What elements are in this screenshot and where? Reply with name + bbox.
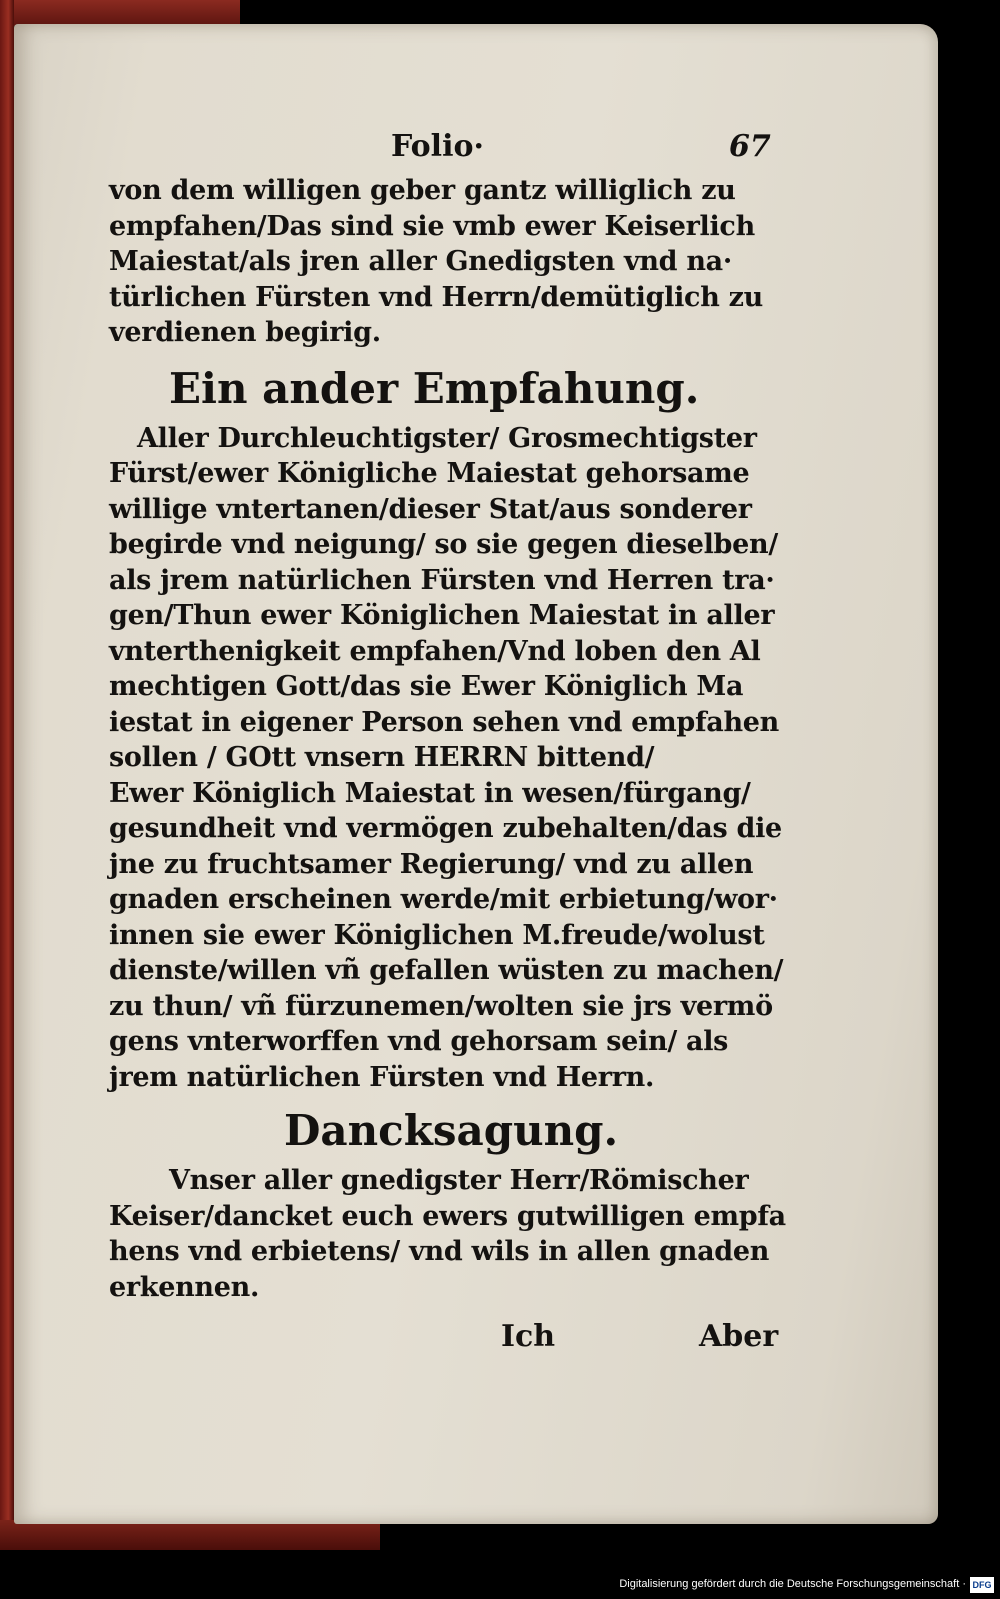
book-cover-edge-bottom (0, 1520, 380, 1550)
text-line: gnaden erscheinen werde/mit erbietung/wor· (109, 884, 778, 915)
page-text-block (109, 129, 809, 1369)
catchword: Aber (699, 1319, 779, 1354)
signature-mark: Ich (501, 1319, 556, 1354)
text-line: Ewer Königlich Maiestat in wesen/fürgang/ (109, 777, 751, 809)
paragraph-1 (109, 173, 809, 351)
text-line: begirde vnd neigung/ so sie gegen dieselben/ (109, 529, 778, 560)
text-line: von dem willigen geber gantz williglich zu (109, 175, 736, 206)
paragraph-2 (109, 421, 809, 1096)
text-line: jrem natürlichen Fürsten vnd Herrn. (109, 1061, 655, 1093)
book-cover-edge-top (0, 0, 240, 26)
text-line: Vnser aller gnedigster Herr/Römischer (169, 1165, 749, 1196)
text-line: türlichen Fürsten vnd Herrn/demütiglich zu (109, 281, 763, 313)
book-page (14, 24, 938, 1524)
text-line: iestat in eigener Person sehen vnd empfahen (109, 706, 779, 738)
text-line: jne zu fruchtsamer Regierung/ vnd zu allen (109, 848, 754, 880)
footer-bar (0, 1569, 1000, 1599)
text-line: erkennen. (109, 1271, 260, 1303)
page-header (109, 129, 809, 173)
text-line: dienste/willen vñ gefallen wüsten zu machen/ (109, 955, 784, 986)
text-line: Fürst/ewer Königliche Maiestat gehorsame (109, 458, 750, 489)
book-cover-edge-left (0, 0, 14, 1545)
page-number: 67 (729, 129, 771, 164)
section-heading-dancksagung: Dancksagung. (284, 1106, 619, 1155)
text-line: Aller Durchleuchtigster/ Grosmechtigster (137, 422, 757, 454)
paragraph-3 (109, 1163, 809, 1305)
text-line: gens vnterworffen vnd gehorsam sein/ als (109, 1026, 729, 1057)
text-line: verdienen begirig. (109, 317, 381, 348)
text-line: sollen / GOtt vnsern HERRN bittend/ (109, 742, 655, 773)
folio-label: Folio· (391, 129, 484, 164)
text-line: Maiestat/als jren aller Gnedigsten vnd na· (109, 246, 732, 277)
text-line: als jrem natürlichen Fürsten vnd Herren tra· (109, 564, 775, 596)
text-line: Keiser/dancket euch ewers gutwilligen empfa (109, 1200, 786, 1232)
text-line: willige vntertanen/dieser Stat/aus sonderer (109, 493, 752, 525)
text-line: zu thun/ vñ fürzunemen/wolten sie jrs vermö (109, 990, 773, 1022)
text-line: gen/Thun ewer Königlichen Maiestat in aller (109, 600, 775, 631)
text-line: mechtigen Gott/das sie Ewer Königlich Ma (109, 671, 744, 702)
funding-credit: Digitalisierung gefördert durch die Deutsche Forschungsgemeinschaft · (619, 1578, 966, 1590)
text-line: gesundheit vnd vermögen zubehalten/das die (109, 813, 782, 844)
section-heading-ein-ander-empfahung: Ein ander Empfahung. (169, 363, 700, 413)
text-line: vnterthenigkeit empfahen/Vnd loben den Al (109, 635, 761, 667)
catchword-line (109, 1319, 809, 1369)
text-line: innen sie ewer Königlichen M.freude/wolust (109, 919, 765, 951)
dfg-logo-icon: DFG (970, 1577, 994, 1593)
text-line: empfahen/Das sind sie vmb ewer Keiserlich (109, 210, 755, 242)
text-line: hens vnd erbietens/ vnd wils in allen gnaden (109, 1236, 770, 1267)
